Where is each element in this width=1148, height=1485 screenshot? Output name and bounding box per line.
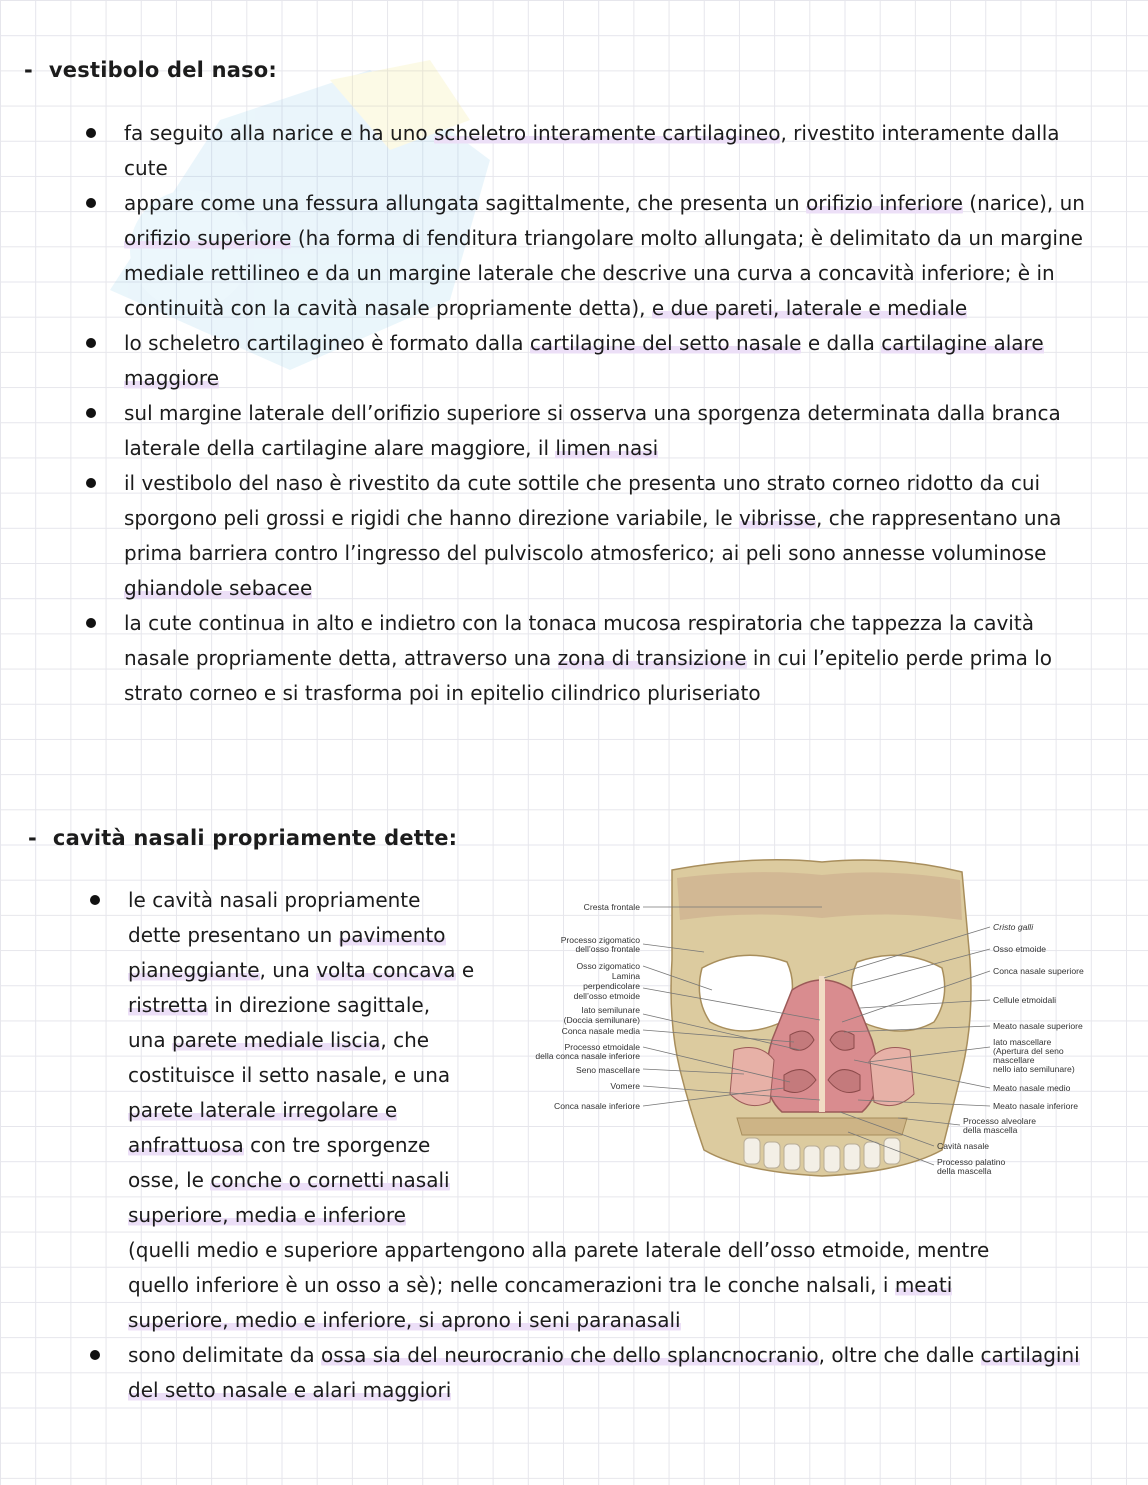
text-segment: osse, le	[128, 1168, 211, 1192]
label-processo-etmoidale-2: della conca nasale inferiore	[535, 1051, 640, 1061]
highlighted-text: cartilagine del setto nasale	[529, 331, 802, 355]
text-line	[128, 1233, 1088, 1268]
label-processo-etmoidale: Processo etmoidale	[564, 1042, 640, 1052]
bullet-item	[128, 1338, 1088, 1408]
label-osso-etmoide: Osso etmoide	[993, 944, 1047, 954]
text-segment: sul margine laterale dell’orifizio superiore si osserva una sporgenza determinata dalla branca laterale della cartilagine alare maggiore, il	[124, 401, 1061, 460]
label-lamina-2: perpendicolare	[583, 981, 640, 991]
label-doccia-semilunare: (Doccia semilunare)	[563, 1015, 640, 1025]
right-labels	[993, 922, 1084, 1111]
highlighted-text: parete mediale liscia	[171, 1028, 381, 1052]
text-segment: in cui l’epitelio perde prima lo strato corneo e si trasforma poi in epitelio cilindrico pluriseriato	[124, 646, 1052, 705]
heading-dash: -	[24, 58, 33, 82]
highlighted-text: e due pareti, laterale e mediale	[651, 296, 968, 320]
text-segment: fa seguito alla narice e ha uno	[124, 121, 434, 145]
highlighted-text: ossa sia del neurocranio che dello splancnocranio	[321, 1343, 819, 1367]
label-lamina: Lamina	[611, 971, 640, 981]
highlighted-text: parete laterale irregolare e	[128, 1098, 398, 1122]
label-cavita-nasale: Cavità nasale	[937, 1141, 990, 1151]
label-processo-zigomatico: Processo zigomatico	[560, 935, 640, 945]
label-vomere: Vomere	[610, 1081, 640, 1091]
heading-dash: -	[28, 826, 37, 850]
highlighted-text: cartilagine alare maggiore	[124, 331, 1044, 390]
section-heading-cavita	[28, 826, 457, 850]
label-iato-mascellare-4: nello iato semilunare)	[993, 1064, 1075, 1074]
text-segment: appare come una fessura allungata sagittalmente, che presenta un	[124, 191, 806, 215]
label-processo-alveolare: Processo alveolare	[963, 1116, 1037, 1126]
highlighted-text: orifizio superiore	[124, 226, 292, 250]
text-segment: (quelli medio e superiore appartengono alla parete laterale dell’osso etmoide, mentre	[128, 1238, 990, 1262]
bullet-item	[124, 466, 1089, 606]
label-cresta-frontale: Cresta frontale	[583, 902, 640, 912]
highlighted-text: meati	[894, 1273, 953, 1297]
highlighted-text: superiore, medio e inferiore, si aprono i seni paranasali	[128, 1308, 681, 1332]
text-segment: la cute continua in alto e indietro con la tonaca mucosa respiratoria che tappezza la cavità nasale propriamente detta, attraverso una	[124, 611, 1034, 670]
highlighted-text: vibrisse	[739, 506, 817, 530]
highlighted-text: cartilagini del setto nasale e alari maggiori	[128, 1343, 1080, 1402]
label-lamina-3: dell’osso etmoide	[573, 991, 640, 1001]
highlighted-text: ristretta	[128, 993, 209, 1017]
bullet-item	[124, 116, 1089, 186]
label-processo-palatino: Processo palatino	[937, 1157, 1006, 1167]
text-segment: con tre sporgenze	[243, 1133, 431, 1157]
section-heading-vestibolo	[24, 58, 277, 82]
label-iato-mascellare-2: (Apertura del seno	[993, 1046, 1064, 1056]
label-processo-palatino-2: della mascella	[937, 1166, 992, 1176]
label-conca-inferiore: Conca nasale inferiore	[554, 1101, 640, 1111]
heading-text: cavità nasali propriamente dette:	[52, 826, 458, 850]
label-conca-media: Conca nasale media	[561, 1026, 640, 1036]
label-osso-zigomatico: Osso zigomatico	[576, 961, 640, 971]
highlighted-text: scheletro interamente cartilagineo	[434, 121, 781, 145]
text-segment: (ha forma di fenditura triangolare molto allungata; è delimitato da un margine mediale rettilineo e da un margine laterale che descrive una curva a concavità inferiore; è in continuità con la cavità nasale propriamente detta),	[124, 226, 1083, 320]
text-line	[128, 1268, 1088, 1303]
text-segment: (narice), un	[962, 191, 1085, 215]
highlighted-text: orifizio inferiore	[805, 191, 963, 215]
text-segment: una	[128, 1028, 172, 1052]
text-segment: , che	[380, 1028, 430, 1052]
bullet-item	[124, 606, 1089, 711]
label-seno-mascellare: Seno mascellare	[575, 1065, 640, 1075]
highlighted-text: pianeggiante	[128, 958, 260, 982]
highlighted-text: ghiandole sebacee	[124, 576, 313, 600]
highlighted-text: anfrattuosa	[128, 1133, 244, 1157]
text-segment: , una	[259, 958, 317, 982]
vestibolo-bullet-list	[124, 116, 1089, 711]
highlighted-text: pavimento	[338, 923, 446, 947]
bullet-item	[124, 396, 1089, 466]
highlighted-text: volta concava	[316, 958, 456, 982]
nasal-cavity-figure	[522, 850, 1098, 1190]
text-segment: il vestibolo del naso è rivestito da cute sottile che presenta uno strato corneo ridotto da cui sporgono peli grossi e rigidi che hanno direzione variabile, le	[124, 471, 1041, 530]
text-segment: , che rappresentano una prima barriera contro l’ingresso del pulviscolo atmosferico; ai peli sono annesse voluminose	[124, 506, 1062, 565]
highlighted-text: superiore, media e inferiore	[128, 1203, 406, 1227]
highlighted-text: zona di transizione	[557, 646, 747, 670]
text-line	[128, 1303, 1088, 1338]
label-conca-superiore: Conca nasale superiore	[993, 966, 1084, 976]
bullet-item	[124, 326, 1089, 396]
label-processo-zigomatico-2: dell’osso frontale	[575, 944, 640, 954]
text-segment: e	[455, 958, 475, 982]
label-iato-mascellare: Iato mascellare	[993, 1037, 1052, 1047]
skull-coronal-section-illustration	[522, 850, 1098, 1190]
text-segment: costituisce il setto nasale, e una	[128, 1063, 451, 1087]
label-iato-mascellare-3: mascellare	[993, 1055, 1035, 1065]
text-segment: lo scheletro cartilagineo è formato dalla	[124, 331, 530, 355]
text-segment: dette presentano un	[128, 923, 339, 947]
label-meato-inferiore: Meato nasale inferiore	[993, 1101, 1079, 1111]
bullet-item	[124, 186, 1089, 326]
text-segment: quello inferiore è un osso a sè); nelle concamerazioni tra le conche nalsali, i	[128, 1273, 895, 1297]
label-cellule-etmoidali: Cellule etmoidali	[993, 995, 1057, 1005]
highlighted-text: conche o cornetti nasali	[210, 1168, 450, 1192]
text-segment: , oltre che dalle	[818, 1343, 981, 1367]
text-line	[128, 1198, 1088, 1233]
left-labels	[535, 902, 640, 1111]
text-segment: sono delimitate da	[128, 1343, 321, 1367]
text-segment: in direzione sagittale,	[208, 993, 431, 1017]
label-cristo-galli: Cristo galli	[993, 922, 1034, 932]
bottom-labels	[937, 1116, 1036, 1176]
label-processo-alveolare-2: della mascella	[963, 1125, 1018, 1135]
label-meato-superiore: Meato nasale superiore	[993, 1021, 1083, 1031]
label-meato-medio: Meato nasale medio	[993, 1083, 1071, 1093]
label-iato-semilunare: Iato semilunare	[581, 1005, 640, 1015]
heading-text: vestibolo del naso:	[48, 58, 278, 82]
text-segment: e dalla	[801, 331, 882, 355]
text-segment: , rivestito interamente dalla cute	[124, 121, 1060, 180]
highlighted-text: limen nasi	[555, 436, 659, 460]
text-segment: le cavità nasali propriamente	[128, 888, 421, 912]
